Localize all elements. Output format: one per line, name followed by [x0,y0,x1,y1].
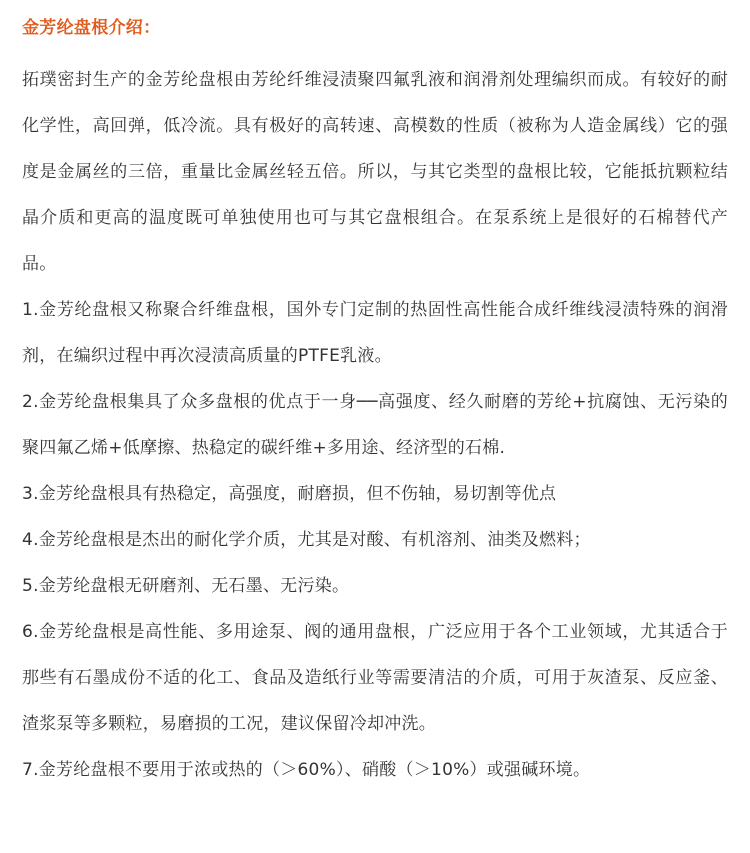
intro-paragraph: 拓璞密封生产的金芳纶盘根由芳纶纤维浸渍聚四氟乳液和润滑剂处理编织而成。有较好的耐化学性，高回弹，低冷流。具有极好的高转速、高模数的性质（被称为人造金属线）它的强度是金属丝的三倍，重量比金属丝轻五倍。所以，与其它类型的盘根比较，它能抵抗颗粒结晶介质和更高的温度既可单独使用也可与其它盘根组合。在泵系统上是很好的石棉替代产品。 [22,70,728,274]
feature-item-5: 5.金芳纶盘根无研磨剂、无石墨、无污染。 [22,576,350,596]
feature-item-6: 6.金芳纶盘根是高性能、多用途泵、阀的通用盘根，广泛应用于各个工业领域，尤其适合于那些有石墨成份不适的化工、食品及造纸行业等需要清洁的介质，可用于灰渣泵、反应釜、渣浆泵等多颗粒，易磨损的工况，建议保留冷却冲洗。 [22,622,728,734]
feature-item-4: 4.金芳纶盘根是杰出的耐化学介质，尤其是对酸、有机溶剂、油类及燃料； [22,530,591,550]
section-heading: 金芳纶盘根介绍： [22,18,161,38]
feature-item-7: 7.金芳纶盘根不要用于浓或热的（＞60%）、硝酸（＞10%）或强碱环境。 [22,760,591,780]
feature-item-2: 2.金芳纶盘根集具了众多盘根的优点于一身──高强度、经久耐磨的芳纶+抗腐蚀、无污染的聚四氟乙烯+低摩擦、热稳定的碳纤维+多用途、经济型的石棉. [22,392,728,458]
feature-item-1: 1.金芳纶盘根又称聚合纤维盘根，国外专门定制的热固性高性能合成纤维线浸渍特殊的润滑剂，在编织过程中再次浸渍高质量的PTFE乳液。 [22,300,728,366]
feature-item-3: 3.金芳纶盘根具有热稳定，高强度，耐磨损，但不伤轴，易切割等优点 [22,484,557,504]
